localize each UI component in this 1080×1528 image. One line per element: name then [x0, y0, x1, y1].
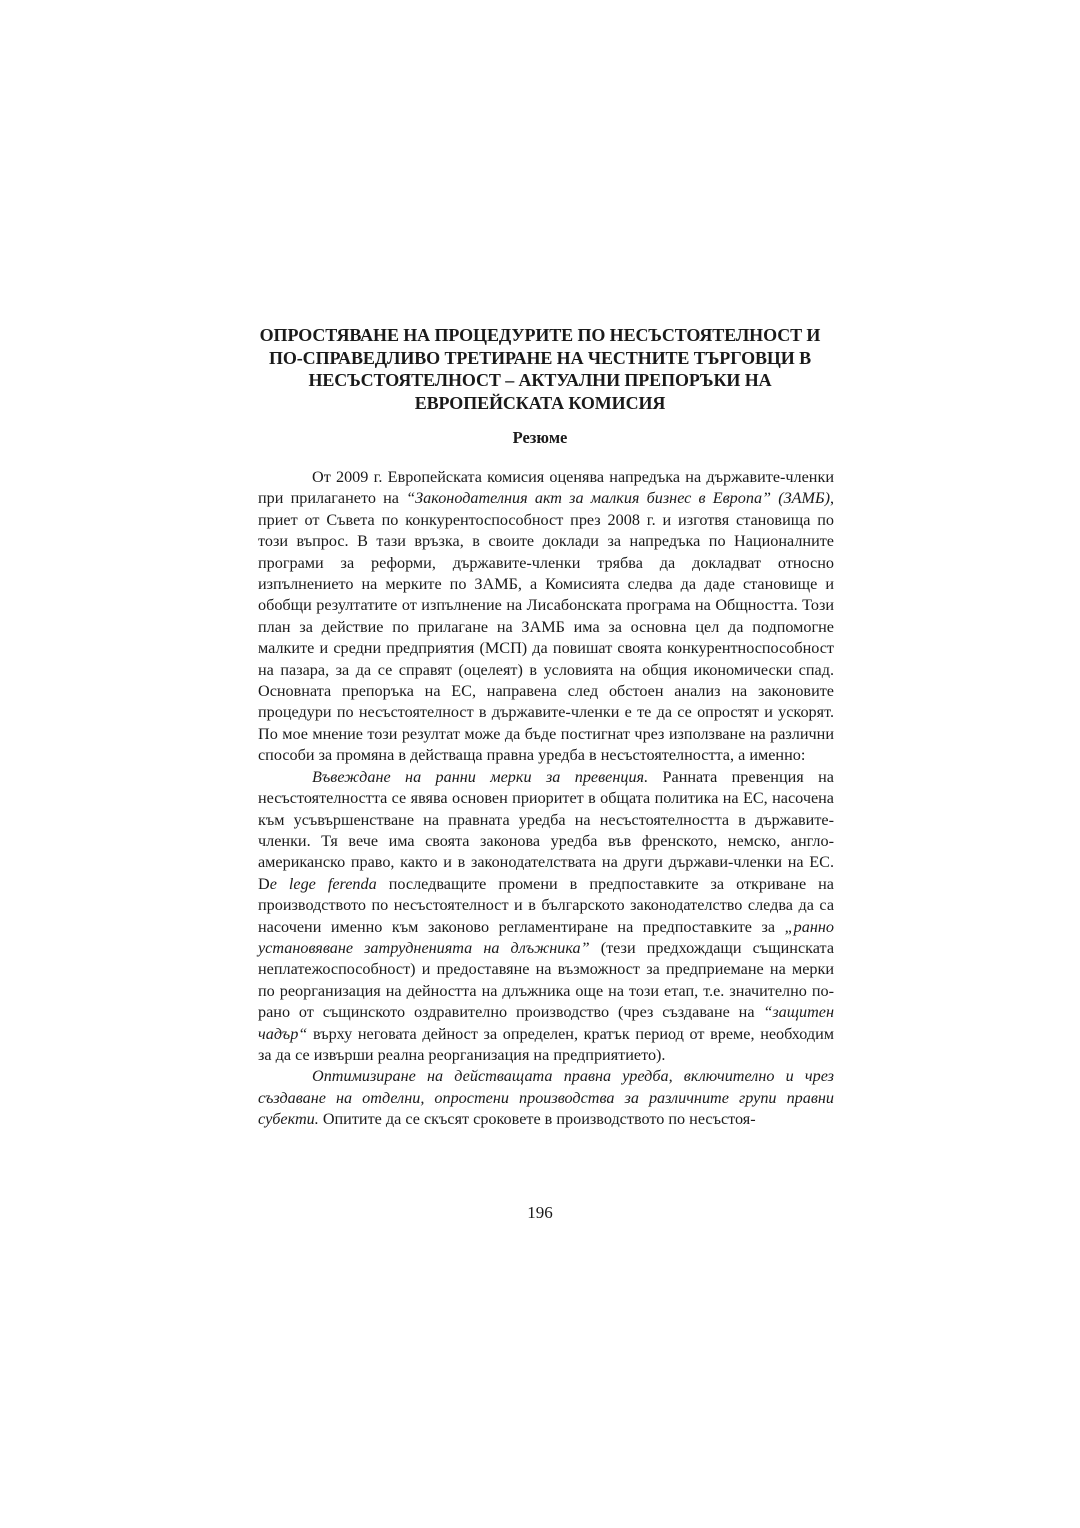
paragraph-1	[258, 467, 834, 767]
article-title	[230, 324, 850, 414]
paragraph-1-text-b: , приет от Съвета по конкурентоспособност през 2008 г. и изготвя становища по този въпрос. В тази връзка, в своите доклади за напредъка по Националните програми за реформи, държавите-членки трябва да докладват относно изпълнението на мерките по ЗАМБ, а Комисията следва да даде становище и обобщи резултатите от изпълнение на Лисабонската програма на Общността. Този план за действие по прилагане на ЗАМБ има за основна цел да подпомогне малките и средни предприятия (МСП) да повишат своята конкурентноспособност на пазара, за да се справят (оцелеят) в условията на общия икономически спад. Основната препоръка на ЕС, направена след обстоен анализ на законовите процедури по несъстоятелност в държавите-членки е те да се опростят и ускорят. По мое мнение този резултат може да бъде постигнат чрез използване на различни способи за промяна в действаща правна уредба в несъстоятелността, а именно:	[258, 489, 835, 765]
paragraph-2	[258, 767, 834, 1067]
title-line-2: ПО-СПРАВЕДЛИВО ТРЕТИРАНЕ НА ЧЕСТНИТЕ ТЪРГОВЦИ В	[268, 347, 812, 368]
abstract-heading: Резюме	[512, 428, 568, 447]
title-line-3: НЕСЪСТОЯТЕЛНОСТ – АКТУАЛНИ ПРЕПОРЪКИ НА	[308, 370, 772, 390]
title-line-1: ОПРОСТЯВАНЕ НА ПРОЦЕДУРИТЕ ПО НЕСЪСТОЯТЕЛНОСТ И	[259, 325, 821, 345]
title-line-4: ЕВРОПЕЙСКАТА КОМИСИЯ	[414, 392, 666, 413]
paragraph-2-text-c: (тези предхождащи същинската неплатежоспособност) и предоставяне на възможност за предприемане на мерки по реорганизация на дейността на длъжника още на този етап, т.е. значително по-рано от същинското оздравително производство (чрез създаване на	[258, 938, 834, 1022]
paragraph-2-italic-c: „ранно установяване затрудненията на длъжника”	[258, 917, 834, 957]
paragraph-1-text-a: От 2009 г. Европейската комисия оценява напредъка на държавите-членки при прилагането на	[258, 468, 834, 508]
paragraph-3	[258, 1066, 834, 1130]
paragraph-3-italic-a: Оптимизиране на действащата правна уредба, включително и чрез създаване на отделни, опростени производства за различните групи правни субекти.	[258, 1067, 834, 1129]
paragraph-1-italic-a: “Законодателния акт за малкия бизнес в Европа” (ЗАМБ)	[406, 489, 830, 508]
paragraph-3-text-a: Опитите да се скъсят сроковете в производството по несъстоя-	[318, 1110, 756, 1129]
paragraph-2-text-a: Ранната превенция на несъстоятелността се явява основен приоритет в общата политика на ЕС, насочена към усъвършенстване на правната уредба на несъстоятелността в държавите-членки. Тя вече има своята законова уредба във френското, немско, англо-американско право, както и в законодателствата на други държави-членки на ЕС. D	[258, 767, 834, 893]
page-number: 196	[527, 1203, 553, 1222]
paragraph-2-italic-a: Въвеждане на ранни мерки за превенция.	[312, 767, 649, 786]
paragraph-2-italic-b: e lege ferenda	[269, 874, 377, 893]
paragraph-2-text-d: върху неговата дейност за определен, кратък период от време, необходим за да се извърши реална реорганизация на предприятието).	[258, 1024, 834, 1064]
abstract-body	[258, 467, 834, 1131]
paragraph-2-italic-d: “защитен чадър“	[258, 1003, 834, 1043]
paragraph-2-text-b: последващите промени в предпоставките за откриване на производството по несъстоятелност и в българското законодателство следва да са насочени именно към законово регламентиране на предпоставките за	[258, 874, 834, 936]
